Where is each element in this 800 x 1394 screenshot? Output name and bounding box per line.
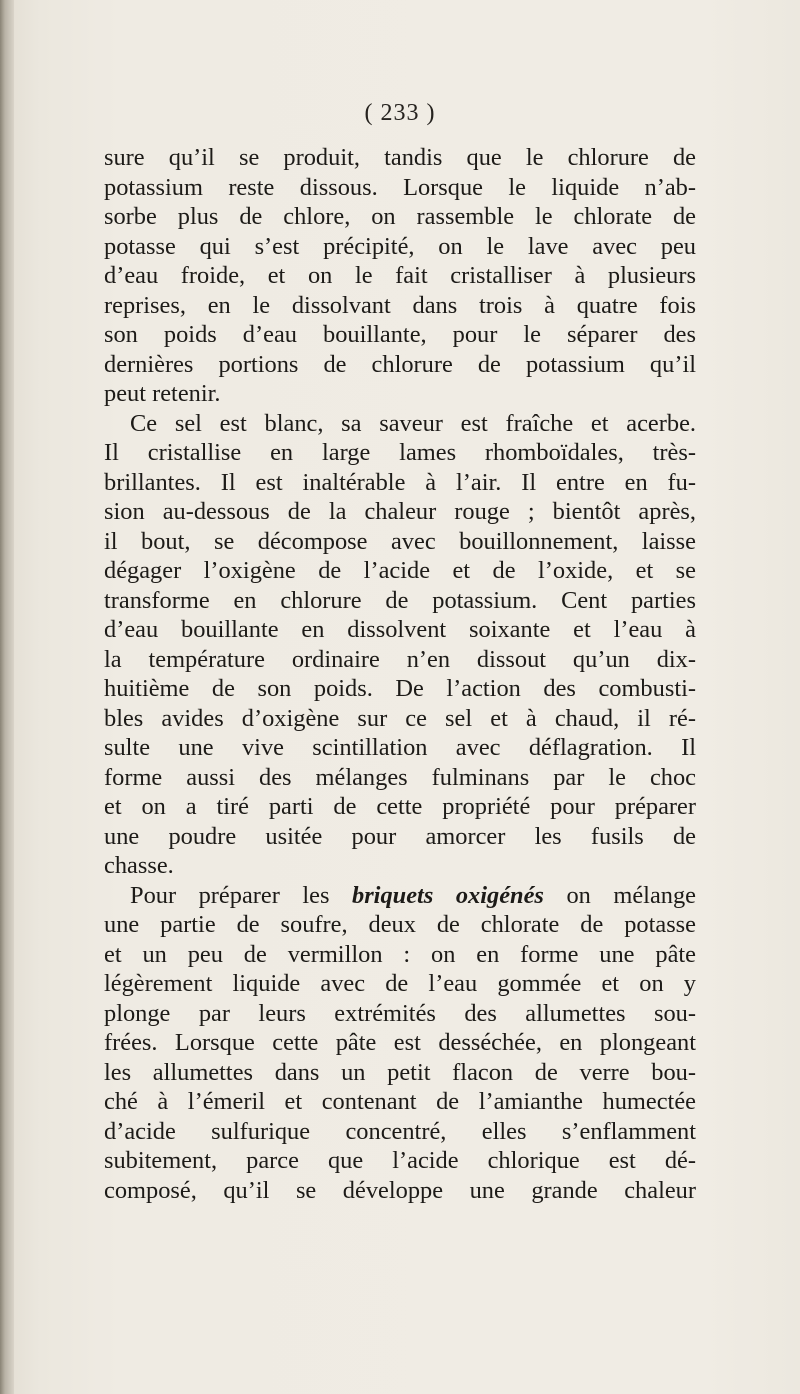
text-line: une poudre usitée pour amorcer les fusils de (104, 822, 696, 850)
text-line: d’eau bouillante en dissolvent soixante et l’eau à (104, 616, 696, 643)
text-line: dégager l’oxigène de l’acide et de l’oxide, et se (104, 557, 696, 584)
text-line: les allumettes dans un petit flacon de verre bou- (104, 1058, 696, 1086)
text-segment: on mélange (543, 881, 696, 909)
text-line: subitement, parce que l’acide chlorique est dé- (104, 1147, 696, 1174)
text-line: plonge par leurs extrémités des allumettes sou- (104, 999, 696, 1027)
text-line: reprises, en le dissolvant dans trois à quatre fois (104, 291, 696, 319)
page-number: ( 233 ) (364, 100, 436, 126)
text-line: potassium reste dissous. Lorsque le liquide n’ab- (104, 173, 696, 201)
text-line: peut retenir. (104, 380, 221, 407)
body-text (104, 143, 696, 1205)
text-line: forme aussi des mélanges fulminans par le choc (104, 763, 696, 791)
text-line: son poids d’eau bouillante, pour le séparer des (104, 321, 696, 348)
text-line: une partie de soufre, deux de chlorate de potasse (104, 911, 696, 938)
text-line: la température ordinaire n’en dissout qu’un dix- (104, 645, 696, 673)
text-line: composé, qu’il se développe une grande chaleur (104, 1176, 696, 1204)
text-line: ché à l’émeril et contenant de l’amianthe humectée (104, 1088, 696, 1115)
italic-term: briquets oxigénés (352, 881, 544, 909)
text-line: sulte une vive scintillation avec déflagration. Il (104, 734, 696, 761)
text-line: Ce sel est blanc, sa saveur est fraîche et acerbe. (130, 409, 696, 437)
text-line: transforme en chlorure de potassium. Cent parties (104, 586, 696, 614)
text-line: bles avides d’oxigène sur ce sel et à chaud, il ré- (104, 704, 696, 732)
text-line: il bout, se décompose avec bouillonnement, laisse (104, 527, 696, 555)
text-segment: Pour préparer les (130, 881, 352, 909)
text-line: huitième de son poids. De l’action des combusti- (104, 675, 696, 702)
text-line: dernières portions de chlorure de potassium qu’il (104, 350, 696, 378)
page-binding-edge (0, 0, 14, 1394)
text-line: sorbe plus de chlore, on rassemble le chlorate de (104, 203, 696, 230)
text-line: d’eau froide, et on le fait cristalliser à plusieurs (104, 262, 696, 289)
text-line: potasse qui s’est précipité, on le lave avec peu (104, 232, 696, 260)
text-line: et un peu de vermillon : on en forme une pâte (104, 940, 696, 968)
text-line: d’acide sulfurique concentré, elles s’enflamment (104, 1117, 696, 1145)
text-line: brillantes. Il est inaltérable à l’air. Il entre en fu- (104, 468, 696, 496)
text-line: légèrement liquide avec de l’eau gommée et on y (104, 970, 696, 997)
text-line: sure qu’il se produit, tandis que le chlorure de (104, 144, 696, 171)
text-line (104, 881, 696, 911)
text-line: et on a tiré parti de cette propriété pour préparer (104, 793, 696, 820)
text-line: chasse. (104, 852, 174, 879)
text-line: Il cristallise en large lames rhomboïdales, très- (104, 439, 696, 466)
text-line: sion au-dessous de la chaleur rouge ; bientôt après, (104, 498, 696, 525)
text-line: frées. Lorsque cette pâte est desséchée, en plongeant (104, 1029, 696, 1056)
